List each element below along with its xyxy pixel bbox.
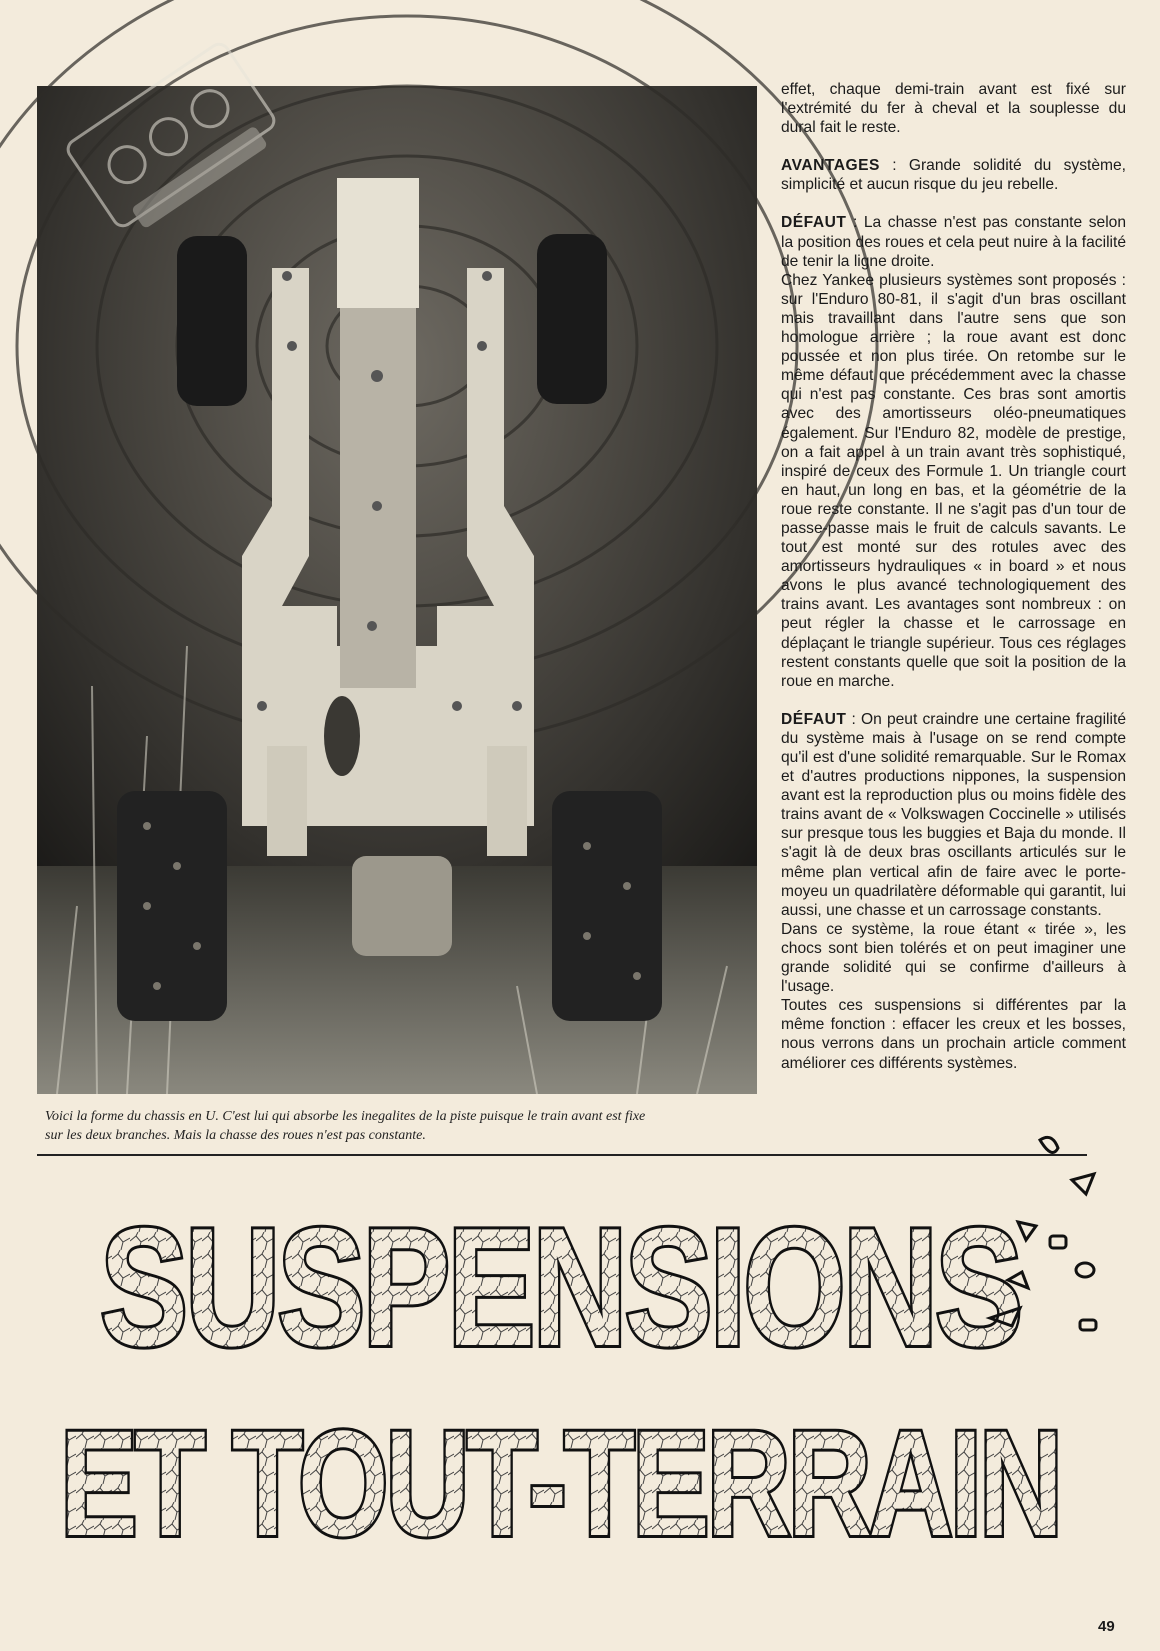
headline (40, 1160, 1140, 1570)
paragraph-yankee: Chez Yankee plusieurs systèmes sont proposés : sur l'Enduro 80-81, il s'agit d'un bras oscillant mais travaillant dans l'autre sens que son homologue arrière ; la roue avant est donc poussée et non plus tirée. On retombe sur le même défaut que précédemment avec la chasse qui n'est pas constante. Ces bras sont amortis avec des amortisseurs oléo-pneumatiques également. Sur l'Enduro 82, modèle de prestige, on a fait appel à un train avant très sophistiqué, inspiré de ceux des Formule 1. Un triangle court en haut, un long en bas, et la géométrie de la roue reste constante. Il ne s'agit pas d'un tour de passe-passe mais le fruit de calculs savants. Le tout est monté sur des rotules avec des amortisseurs hydrauliques « in board » et nous avons le plus avancé technologiquement des trains avant. Les avantages sont nombreux : on peut régler la chasse et le carrossage en déplaçant le triangle supérieur. Tous ces réglages restent constants quelle que soit la position de la roue en marche. (781, 271, 1126, 690)
paragraph-1: effet, chaque demi-train avant est fixé sur l'extrémité du fer à cheval et la souplesse du dural fait le reste. (781, 81, 1126, 137)
article-column (781, 80, 1126, 1073)
paragraph-systeme: Dans ce système, la roue étant « tirée », les chocs sont bien tolérés et on peut imaginer une grande solidité qui se confirme d'ailleurs à l'usage. (781, 920, 1126, 996)
paragraph-defaut-1: DÉFAUT : La chasse n'est pas constante selon la position des roues et cela peut nuire à la facilité de tenir la ligne droite. (781, 214, 1127, 270)
label-avantages: AVANTAGES (781, 157, 880, 175)
paragraph-conclusion: Toutes ces suspensions si différentes par la même fonction : effacer les creux et les bosses, nous verrons dans un prochain article comment améliorer ces différents systèmes. (781, 997, 1126, 1072)
label-defaut-1: DÉFAUT (781, 214, 847, 232)
chassis-photo (37, 86, 757, 1094)
page-number: 49 (1098, 1618, 1115, 1635)
headline-line-1: SUSPENSIONS (100, 1193, 1020, 1381)
watermark-stamp (56, 40, 286, 230)
label-defaut-2: DÉFAUT (781, 710, 847, 728)
headline-line-2: ET TOUT-TERRAIN (60, 1399, 1060, 1567)
divider-line (37, 1154, 1087, 1156)
paragraph-defaut-2: DÉFAUT : On peut craindre une certaine fragilité du système mais à l'usage on se rend compte qu'il est d'une solidité remarquable. Sur le Romax et d'autres productions nippones, la suspension avant est la reproduction plus ou moins fidèle des trains avant de « Volkswagen Coccinelle » utilisés sur presque tous les buggies et Baja du monde. Il s'agit là de deux bras oscillants articulés sur le même plan vertical afin de faire avec le porte-moyeu un quadrilatère déformable qui garantit, lui aussi, une chasse et un carrossage constants. (781, 710, 1126, 919)
photo-caption: Voici la forme du chassis en U. C'est lui qui absorbe les inegalites de la piste puisque le train avant est fixe sur les deux branches. Mais la chasse des roues n'est pas constante. (45, 1109, 646, 1143)
paragraph-avantages: AVANTAGES : Grande solidité du système, simplicité et aucun risque du jeu rebelle. (781, 157, 1126, 194)
